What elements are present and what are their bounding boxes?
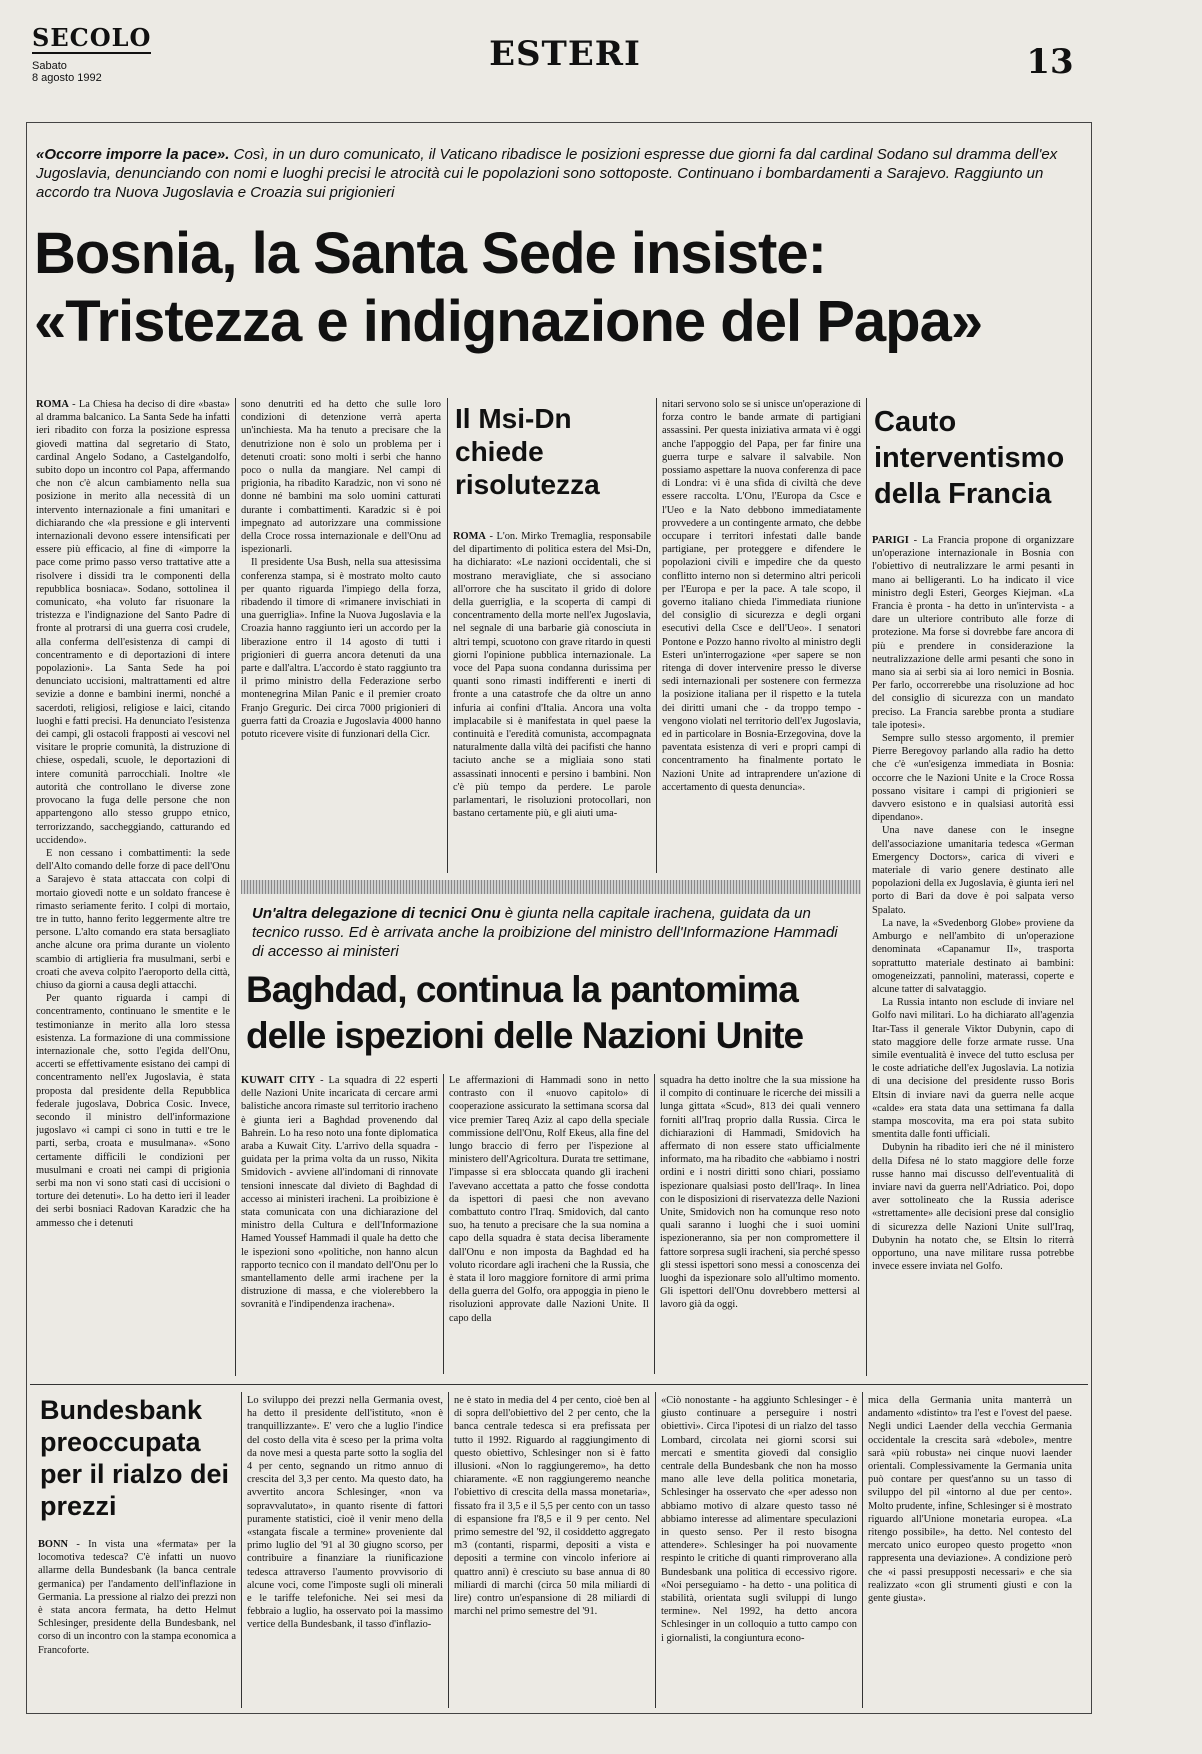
bosnia-headline-line2: «Tristezza e indignazione del Papa»: [34, 289, 983, 354]
msi-column-1: [453, 530, 651, 873]
baghdad-dateline: KUWAIT CITY: [241, 1075, 316, 1086]
bosnia-kicker-lead: «Occorre imporre la pace».: [36, 146, 230, 163]
column-rule: [448, 1392, 449, 1708]
francia-para5: La Russia intanto non esclude di inviare nel Golfo navi militari. Lo ha dichiarato all'agenzia Itar-Tass il generale Viktor Dubynin, capo di stato maggiore delle forze armate russe. Una simile eventualità è invece del tutto esclusa per le coste adriatiche dell'ex Jugoslavia. La notizia di una decisione del presidente russo Boris Eltsin di inviare navi da guerra nelle acque «calde» era stata data una settimana fa dalla stampa moscovita, ma era poi stata subito smentita dalle fonti ufficiali.: [872, 997, 1074, 1141]
bundesbank-column-1: [38, 1538, 236, 1708]
baghdad-col2-text: Le affermazioni di Hammadi sono in netto contrasto con il «nuovo capitolo» di cooperazione assicurato la settimana scorsa dal vice premier Tareq Aziz al capo della speciale commissione dell'Onu, Rolf Ekeus, alla fine del lungo braccio di ferro per l'ispezione al ministero dell'Agricoltura. Durata tre settimane, l'impasse si era sbloccata quando gli iracheni l'avevano accettata a patto che fosse condotta da ispettori di paesi che non avevano combattuto contro l'Iraq. Smidovich, dal canto suo, ha tenuto a precisare che la sua nomina a capo della squadra è stata decisa liberamente dall'Onu e non imposta da Baghdad ed ha voluto ricordare agli iracheni che la Russia, che è stata il loro maggiore fornitore di armi prima della guerra del Golfo, ora appoggia in pieno le risoluzioni approvate dalle Nazioni Unite. Il capo della: [449, 1075, 649, 1324]
msi-dateline: ROMA: [453, 531, 486, 542]
bosnia-col1-text: - La Chiesa ha deciso di dire «basta» al dramma balcanico. La Santa Sede ha infatti ieri ribadito con forza la posizione espressa giovedì mattina dal segretario di Stato, cardinal Angelo Sodano, a Castelgandolfo, subito dopo un incontro col Papa, affermando che non c'è alcun cambiamento nella sua posizione in merito alla necessità di un intervento internazionale a fini umanitari e dichiarando che «la pressione e gli interventi internazionali devono essere intensificati per essere più efficacio, al fine di «imporre la pace come primo passo verso trattative atte a risolvere i dissidi tra le componenti della repubblica bosniaca». Sodano, sottolinea il comunicato, «ha voluto far risuonare la tristezza e l'indignazione del Santo Padre di fronte al protrarsi di una guerra così crudele, alla conferma dell'esistenza di campi di concentramento e di deportazioni di intere popolazioni». La Santa Sede ha poi denunciato uccisioni, maltrattamenti ed altre sevizie a donne e bambini inermi, nonché a sacerdoti, religiosi, religiose e laici, citando luoghi e fatti precisi. Ha denunciato l'esistenza dei campi, gli ostacoli frapposti ai vescovi nel visitare le proprie comunità, la distruzione di chiese, ospedali, scuole, le deportazioni di intere comunità parrocchiali. Inoltre «le autorità che controllano le diverse zone provocano la fuga delle persone che non appartengono allo stesso gruppo etnico, terrorizzando, saccheggiando, catturando ed uccidendo».: [36, 399, 230, 846]
francia-column: [872, 534, 1074, 1376]
column-rule: [241, 1392, 242, 1708]
francia-text: - La Francia propone di organizzare un'operazione internazionale in Bosnia con l'obiettivo di neutralizzare le armi pesanti in mano ai belligeranti. Lo ha indicato il vice ministro degli Esteri, Georges Kiejman. «La Francia è pronta - ha detto in un'intervista - a dare un ulteriore contributo alle forze di protezione. Ma forse si dovrebbe fare ancora di più e prendere in considerazione la neutralizzazione delle armi pesanti che sono in mano sia ai serbi sia ai loro nemici in Bosnia. Per farlo, occorrerebbe una risoluzione ad hoc del consiglio di sicurezza con un mandato preciso. La Francia sarebbe pronta a studiare tale ipotesi».: [872, 535, 1074, 731]
baghdad-col1-text: - La squadra di 22 esperti delle Nazioni Unite incaricata di cercare armi balistiche ancora rimaste sul territorio iracheno è giunta ieri a Baghdad provenendo dal Bahrein. Lo ha reso noto una fonte diplomatica araba a Kuwait City. L'arrivo della squadra - guidata per la prima volta da un russo, Nikita Smidovich - avviene all'indomani di rinnovate tensioni innescate dal divieto di Baghdad di accesso ai ministeri iracheni. La proibizione è stata comunicata con una dichiarazione del ministro della Cultura e dell'Informazione Hamed Youssef Hammadi il quale ha detto che le ispezioni sono «politiche, non hanno alcun rapporto tecnico con il mandato dell'Onu per lo smantellamento delle armi irachene per la distruzione di massa, e che violerebbero la sovranità e l'indipendenza irachena».: [241, 1075, 438, 1311]
bosnia-col1-para3: Per quanto riguarda i campi di concentramento, continuano le smentite e le testimonianze in merito alla loro stessa esistenza. La formazione di una commissione internazionale che, sotto l'egida dell'Onu, accerti se effettivamente esistano dei campi di concentramento nell'ex Jugoslavia, è stata proposta dal presidente della Repubblica federale jugoslava, Dobrica Cosic. Invece, secondo il ministro dell'informazione jugoslavo «i campi ci sono in tutti e tre le parti, serba, croata e musulmana». «Sono certamente difficili le condizioni per musulmani e croati nei campi di prigionia serbi ma non vi sono stati casi di uccisioni o torture dei detenuti». Lo ha detto ieri il leader dei serbi bosniaci Radovan Karadzic che ha ammesso che i detenuti: [36, 993, 230, 1229]
francia-para4: La nave, la «Svedenborg Globe» proviene da Amburgo e nell'ambito di un'operazione denominata «Capanamur II», trasporta soprattutto materiale destinato ai bambini: omogeneizzati, pannolini, materassi, coperte e alcune tatter di salvataggio.: [872, 917, 1074, 995]
issue-date: [32, 60, 152, 84]
baghdad-column-2: [449, 1074, 649, 1374]
msi-col2-text: nitari servono solo se si unisce un'operazione di forza contro le bande armate di partigiani assassini. Per questa iniziativa armata vi è oggi anche l'appoggio del Papa, per far finire una guerra turpe e salvare il salvabile. Non possiamo aspettare la nuova conferenza di pace di Londra: vi è una sfida di civiltà che deve essere raccolta. L'Onu, l'Europa da Csce e l'Ueo e la Nato debbono immediatamente provvedere a un contingente armato, che debbe occupare i territori infestati dalle bande partigiane, per proteggere e difendere le popolazioni civili e impedire che da questo conflitto interno non si determino altri pericoli per l'Europa e per la pace. A tale scopo, il governo italiano chieda l'immediata riunione del consiglio di sicurezza e degli organi esecutivi della Csce e dell'Ueo». I senatori Pontone e Pozzo hanno rivolto al ministro degli Esteri un'interrogazione «per sapere se non ritenga di dover intervenire presso le diverse sedi internazionali per sostenere con fermezza la posizione italiana per il rispetto e la tutela dei diritti umani che - da troppo tempo - vengono violati nel territorio dell'ex Jugoslavia, ed in particolare in Bosnia-Erzegovina, dove la paventata esistenza di veri e propri campi di concentramento ha finalmente portato le Nazioni Unite ad intraprendere un'azione di accertamento di questa denuncia».: [662, 399, 861, 793]
column-rule: [655, 1392, 656, 1708]
bosnia-col1-para2: E non cessano i combattimenti: la sede dell'Alto comando delle forze di pace dell'Onu a Sarajevo è stata attaccata con colpi di mortaio giovedì notte e un soldato francese è rimasto seriamente ferito. I colpi di mortaio, tre in tutto, hanno ferito leggermente altre tre persone. L'alto comando era stata bersagliato anche alcune ora prima durante un violento scambio di artiglieria fra musulmani, serbi e croati che aveva colpito l'aeroporto della città, chiuso da giorni a causa degli attacchi.: [36, 847, 230, 991]
bosnia-column-2: [241, 398, 441, 873]
section-title: ESTERI: [489, 34, 641, 74]
page-number: 13: [1026, 42, 1074, 82]
msi-col1-text: - L'on. Mirko Tremaglia, responsabile del dipartimento di politica estera del Msi-Dn, ha dichiarato: «Le nazioni occidentali, che si mostrano meravigliate, che si associano all'orrore che ha suscitato il grido di dolore della guerriglia, e la scoperta di campi di concentramento della morte nell'ex Jugoslavia, nel segnale di una barbarie già conosciuta in altri tempi, scuotono con grave ritardo in questi giorni l'opinione pubblica internazionale. La voce del Papa suona condanna durissima per quanti sono rimasti indifferenti e inerti di fronte a una catastrofe che da oltre un anno infuria ai confini d'Italia. Ancora una volta implacabile si è manifestata in quel paese la continuità e l'eredità comunista, accompagnata naturalmente dalla viltà dei pacifisti che hanno taciuto anche se a migliaia sono stati assassinati innocenti e persino i bambini. Non c'è più tempo da perdere. Le parole parlamentari, le risoluzioni protocollari, non bastano certamente più, e gli aiuti uma-: [453, 531, 651, 820]
bundesbank-col4-text: mica della Germania unita manterrà un andamento «distinto» tra l'est e l'ovest del paese. Negli undici Laender della vecchia Germania occidentale la crescita sarà «debole», mentre sarà «più robusta» nei cinque nuovi laender orientali. Complessivamente la Germania unita può contare per quest'anno su un tasso di sviluppo del pil «intorno al due per cento». Molto prudente, infine, Schlesinger si è mostrato riguardo all'Unione monetaria europea. «La ritengo possibile», ha detto. Nel contesto del mercato unico europeo questo progetto «non rappresenta una deviazione». A condizione però che «i passi presupposti necessari» e che sia realizzato «con gli strumenti giusti e con la gente giusta».: [868, 1395, 1072, 1605]
bosnia-dateline: ROMA: [36, 399, 69, 410]
baghdad-kicker-text: è giunta nella capitale irachena, guidata da un tecnico russo. Ed è arrivata anche la proibizione del ministro dell'Informazione Hammadi di accesso ai ministeri: [252, 905, 838, 960]
bosnia-column-1: [36, 398, 230, 1376]
baghdad-headline-line1: Baghdad, continua la pantomima: [246, 969, 798, 1010]
bundesbank-col2-text: ne è stato in media del 4 per cento, cioè ben al di sopra dell'obiettivo del 2 per cento, che la banca centrale tedesca si era prefissata per tutto il 1992. Riguardo al raggiungimento di questo obiettivo, Schlesinger non si è fatto illusioni. «Non lo raggiungeremo», ha detto chiaramente. «E non raggiungeremo neanche l'obiettivo di crescita della massa monetaria», fissato fra il 3,5 e il 5,5 per cento con un tasso di espansione fra l'8,5 e il 9 per cento. Nel primo semestre del '92, il cosiddetto aggregato m3 (contanti, risparmi, depositi a vista e depositi a termine con vincolo inferiore ai quattro anni) è cresciuto su base annua di 80 miliardi di marchi (circa 50 mila miliardi di lire) contro un'espansione di 28 miliardi di marchi nel primo semestre del '91.: [454, 1395, 650, 1618]
column-rule: [443, 1074, 444, 1374]
column-rule: [656, 398, 657, 873]
francia-para6: Dubynin ha ribadito ieri che né il ministero della Difesa né lo stato maggiore delle forze russe hanno mai discusso dell'eventualità di inviare navi da guerra nell'Adriatico. Poi, dopo aver sottolineato che la Russia aderisce «strettamente» alle decisioni prese dal consiglio di sicurezza delle Nazioni Unite sull'Iraq, Dubynin ha notato che, se Eltsin lo riterrà opportuno, una nave militare russa potrebbe invece essere inviata nel Golfo.: [872, 1142, 1074, 1273]
bosnia-headline-line1: Bosnia, la Santa Sede insiste:: [34, 221, 826, 286]
msi-column-2: [662, 398, 861, 873]
bundesbank-col3-text: «Ciò nonostante - ha aggiunto Schlesinger - è giusto continuare a perseguire i nostri obiettivi». Circa l'ipotesi di un rialzo del tasso Lombard, circolata nei giorni scorsi sui mercati e smentita giovedì dal consiglio centrale della Bundesbank che non ha mosso mano alle leve della politica monetaria, Schlesinger ha osservato che «per adesso non abbiamo motivo di alzare questo tasso né abbiamo interesse ad alimentare speculazioni in questo senso. Per il resto bisogna attendere». Schlesinger ha poi nuovamente respinto le critiche di quanti rimproverano alla Bundesbank una politica di eccessivo rigore. «Noi perseguiamo - ha detto - una politica di stabilità, orientata sugli sviluppi di lungo termine». Nel 1992, ha detto ancora Schlesinger in un colloquio a tutto campo con i giornalisti, la congiuntura econo-: [661, 1395, 857, 1644]
bundesbank-col1-text: Lo sviluppo dei prezzi nella Germania ovest, ha detto il presidente dell'istituto, «non è tranquillizzante». E' vero che a luglio l'indice del costo della vita è sceso per la prima volta da nove mesi a questa parte sotto la soglia del 4 per cento, segnando un ritmo annuo di crescita del 3,3 per cento. Ma questo dato, ha avvertito ancora Schlesinger, «non va sopravvalutato», in quanto risente di fattori puramente statistici, cioè il venir meno della «stangata fiscale a termine» proveniente dal primo luglio del '91 al 30 giugno scorso, per contribuire a finanziare la riunificazione tedesca attraverso l'aumento provvisorio di alcune voci, come l'imposte sugli oli minerali e le tariffe telefoniche. Nei sei mesi da febbraio a luglio, ha osservato poi la massimo vertice della Bundesbank, il tasso d'inflazio-: [247, 1395, 443, 1631]
issue-date-text: 8 agosto 1992: [32, 72, 102, 84]
column-rule: [862, 1392, 863, 1708]
francia-para3: Una nave danese con le insegne dell'associazione umanitaria tedesca «German Emergency Doctors», carica di viveri e materiale di vario genere destinato alle popolazioni della ex Jugoslavia, è giunta ieri nel porto di Bari da dove è poi salpata verso Spalato.: [872, 825, 1074, 916]
msi-headline: Il Msi-Dn chiede risolutezza: [455, 403, 600, 500]
francia-dateline: PARIGI: [872, 535, 909, 546]
issue-day: Sabato: [32, 60, 67, 72]
section-rule: [30, 1384, 1088, 1385]
francia-para2: Sempre sullo stesso argomento, il premier Pierre Beregovoy parlando alla radio ha detto che c'è «un'esigenza immediata in Bosnia: occorre che le Nazioni Unite e la Croce Rossa possano visitare i campi di prigionieri se davvero esistono e in qualsiasi autorità essi dipendano».: [872, 733, 1074, 824]
baghdad-kicker: [252, 904, 852, 961]
bundesbank-dateline: BONN: [38, 1539, 69, 1550]
baghdad-col3-text: squadra ha detto inoltre che la sua missione ha il compito di continuare le ricerche dei missili a lunga gittata «Scud», 813 dei quali vennero forniti all'Iraq proprio dalla Russia. Circa le dichiarazioni di Hammadi, Smidovich ha affermato di non essere stato ufficialmente informato, ma ha ribadito che «abbiamo i nostri ordini e i nostri diritti sono chiari, possiamo ispezionare qualsiasi posto dell'Iraq». In linea con le disposizioni di riservatezza delle Nazioni Unite, Smidovich non ha comunque reso noto quali saranno i luoghi che i suoi uomini ispezioneranno, sia per non compromettere il fattore sorpresa sugli iracheni, sia perché spesso gli stessi ispettori sono messi a conoscenza dei luoghi da ispezionare solo all'ultimo momento. Gli ispettori dell'Onu dovrebbero mettersi al lavoro già da oggi.: [660, 1075, 860, 1311]
bosnia-kicker-text: Così, in un duro comunicato, il Vaticano ribadisce le posizioni espresse due giorni fa dal cardinal Sodano sul dramma dell'ex Jugoslavia, denunciando con nomi e luoghi precisi le atrocità cui le popolazioni sono sottoposte. Continuano i bombardamenti a Sarajevo. Raggiunto un accordo tra Nuova Jugoslavia e Croazia sui prigionieri: [36, 146, 1058, 201]
section-divider-bar: [241, 880, 861, 894]
column-rule: [447, 398, 448, 873]
bundesbank-col0-text: - In vista una «fermata» per la locomotiva tedesca? C'è infatti un nuovo allarme della Bundesbank (la banca centrale germanica) per l'andamento dell'inflazione in Germania. La pressione al rialzo dei prezzi non è stata ancora fermata, ha detto Helmut Schlesinger, presidente della Bundesbank, nel corso di un incontro con la stampa economica a Francoforte.: [38, 1539, 236, 1656]
bundesbank-column-5: [868, 1394, 1072, 1708]
column-rule: [866, 398, 867, 1376]
bundesbank-column-3: [454, 1394, 650, 1708]
bosnia-col2-para2: Il presidente Usa Bush, nella sua attesissima conferenza stampa, si è mostrato molto cauto per quanto riguarda l'impiego della forza, ribadendo il timore di «rimanere invischiati in una guerriglia». Infine la Nuova Jugoslavia e la Croazia hanno raggiunto ieri un accordo per la liberazione entro il 14 agosto di tutti i prigionieri di guerra ancora detenuti da una parte e dall'altra. L'accordo è stato raggiunto tra il primo ministro della Federazione serbo montenegrina Milan Panic e il premier croato Franjo Greguric. Dei circa 7000 prigionieri di guerra fatti da Croazia e Jugoslavia 4000 hanno potuto ricevere visite di funzionari della Cicr.: [241, 557, 441, 741]
newspaper-name: SECOLO: [32, 23, 152, 52]
baghdad-column-1: [241, 1074, 438, 1374]
bundesbank-column-4: [661, 1394, 857, 1708]
baghdad-column-3: [660, 1074, 860, 1374]
column-rule: [235, 398, 236, 1376]
bosnia-col2-para1: sono denutriti ed ha detto che sulle loro condizioni di detenzione verrà aperta un'inchiesta. Ma ha tenuto a precisare che la denutrizione non è solo un problema per i detenuti croati: sono molti i serbi che hanno poco o nulla da mangiare. Nel campi di prigionia, ha ribadito Karadzic, non vi sono né donne né bambini ma solo uomini catturati durante i combattimenti. Karadzic si è poi impegnato ad autorizzare una commissione della Croce rossa internazionale e dell'Onu ad ispezionarli.: [241, 399, 441, 556]
baghdad-kicker-lead: Un'altra delegazione di tecnici Onu: [252, 905, 501, 922]
bundesbank-column-2: [247, 1394, 443, 1708]
francia-headline: Cauto interventismo della Francia: [874, 406, 1065, 510]
column-rule: [654, 1074, 655, 1374]
bundesbank-headline: Bundesbank preoccupata per il rialzo dei prezzi: [40, 1395, 230, 1521]
baghdad-headline-line2: delle ispezioni delle Nazioni Unite: [246, 1015, 804, 1056]
bosnia-kicker: [36, 145, 1066, 202]
